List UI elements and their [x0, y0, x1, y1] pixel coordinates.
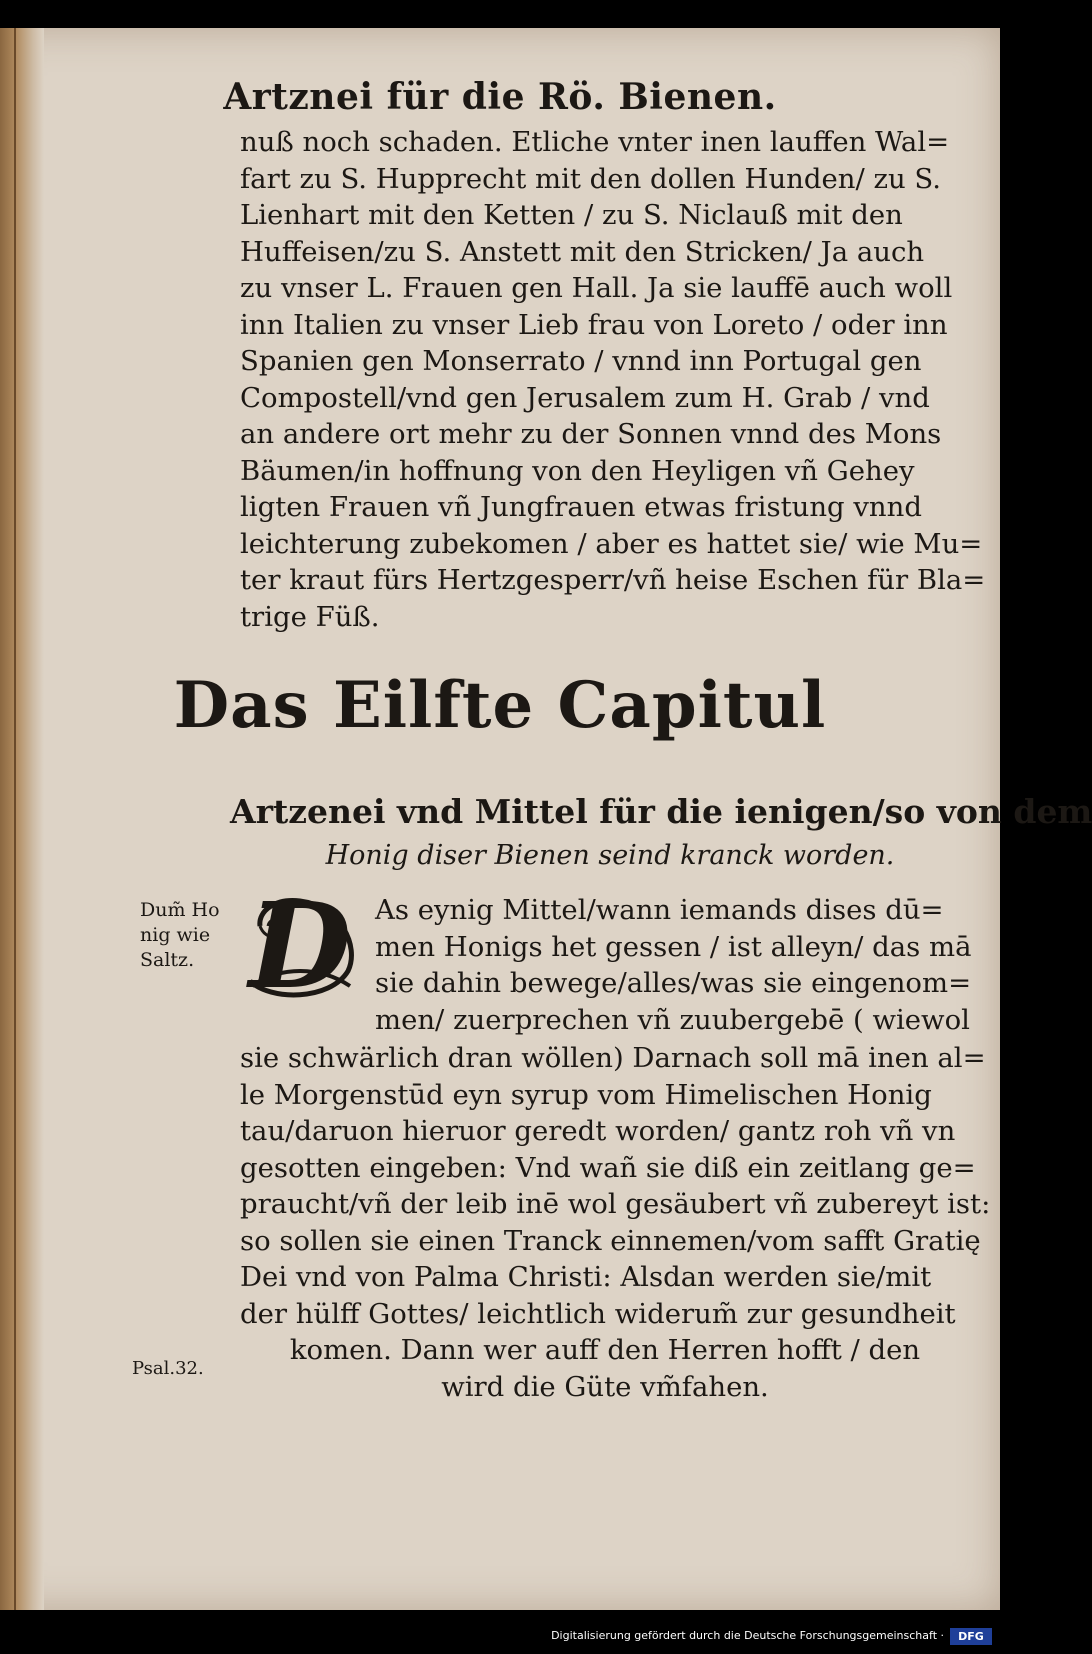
- margin-note: [140, 898, 235, 973]
- lower-text-b-line: gesotten eingeben: Vnd wañ sie diß ein zeitlang ge=: [240, 1151, 976, 1184]
- upper-text-line: Lienhart mit den Ketten / zu S. Niclauß mit den: [240, 199, 903, 231]
- decorated-initial: [240, 876, 360, 1015]
- lower-text-a-line: men Honigs het gessen / ist alleyn/ das mā: [375, 930, 972, 963]
- lower-text-b-line: Dei vnd von Palma Christi: Alsdan werden sie/mit: [240, 1261, 932, 1293]
- margin-note-line: Dum̃ Ho: [140, 899, 220, 921]
- lower-text-b-line: der hülff Gottes/ leichtlich widerum̃ zur gesundheit: [240, 1297, 956, 1330]
- margin-note-line: nig wie: [140, 924, 211, 946]
- lower-text-a-line: men/ zuerprechen vñ zuubergebē ( wiewol: [375, 1003, 970, 1036]
- upper-text-line: zu vnser L. Frauen gen Hall. Ja sie lauffē auch woll: [240, 272, 953, 304]
- chapter-subtitle: [230, 790, 1092, 878]
- lower-text-block-a: [375, 892, 975, 1038]
- lower-text-b-line: tau/daruon hieruor geredt worden/ gantz roh vñ vn: [240, 1115, 956, 1147]
- chapter-subtitle-line-2: Honig diser Bienen seind kranck worden.: [325, 840, 895, 871]
- upper-text-line: trige Füß.: [240, 600, 380, 633]
- footer-bar: [0, 1610, 1000, 1654]
- page-binding-edge: [0, 28, 44, 1610]
- book-page: [0, 28, 1092, 1610]
- lower-text-a-line: As eynig Mittel/wann iemands dises dū=: [375, 894, 944, 926]
- upper-text-line: nuß noch schaden. Etliche vnter inen lauffen Wal=: [240, 126, 950, 158]
- lower-text-b-line: komen. Dann wer auff den Herren hofft / den: [289, 1334, 921, 1366]
- upper-text-line: Bäumen/in hoffnung von den Heyligen vñ Gehey: [240, 454, 915, 487]
- lower-text-b-line: praucht/vñ der leib inē wol gesäubert vñ zubereyt ist:: [240, 1188, 991, 1220]
- lower-text-b-line: wird die Güte vm̃fahen.: [441, 1370, 769, 1403]
- psalm-margin-note: Psal.32.: [132, 1358, 204, 1379]
- upper-text-block: [240, 124, 986, 635]
- upper-text-line: ter kraut fürs Hertzgesperr/vñ heise Eschen für Bla=: [240, 564, 986, 596]
- lower-text-a-line: sie dahin bewege/alles/was sie eingenom=: [375, 967, 972, 999]
- initial-letter: D: [248, 876, 352, 1015]
- lower-text-b-line: le Morgenstūd eyn syrup vom Himelischen Honig: [240, 1078, 932, 1111]
- chapter-title: Das Eilfte Capitul: [173, 668, 827, 743]
- upper-text-line: fart zu S. Hupprecht mit den dollen Hunden/ zu S.: [240, 162, 942, 195]
- upper-text-line: inn Italien zu vnser Lieb frau von Loreto / oder inn: [240, 308, 948, 341]
- footer-credit: Digitalisierung gefördert durch die Deutsche Forschungsgemeinschaft ·: [551, 1629, 944, 1642]
- lower-text-b-line: sie schwärlich dran wöllen) Darnach soll mā inen al=: [240, 1042, 986, 1074]
- upper-text-line: Spanien gen Monserrato / vnnd inn Portugal gen: [240, 345, 922, 377]
- lower-text-block-b: [240, 1040, 991, 1405]
- upper-text-line: Huffeisen/zu S. Anstett mit den Stricken/ Ja auch: [240, 235, 925, 268]
- dfg-logo: DFG: [950, 1628, 992, 1645]
- upper-text-line: ligten Frauen vñ Jungfrauen etwas fristung vnnd: [240, 491, 922, 523]
- running-head: Artznei für die Rö. Bienen.: [223, 76, 777, 118]
- upper-text-line: Compostell/vnd gen Jerusalem zum H. Grab / vnd: [240, 381, 930, 414]
- margin-note-line: Saltz.: [140, 949, 195, 971]
- upper-text-line: leichterung zubekomen / aber es hattet sie/ wie Mu=: [240, 527, 983, 560]
- page-edge-line: [14, 28, 16, 1610]
- chapter-subtitle-line-1: Artzenei vnd Mittel für die ienigen/so von dem: [230, 792, 1092, 831]
- lower-text-b-line: so sollen sie einen Tranck einnemen/vom safft Gratię: [240, 1224, 981, 1257]
- upper-text-line: an andere ort mehr zu der Sonnen vnnd des Mons: [240, 418, 942, 450]
